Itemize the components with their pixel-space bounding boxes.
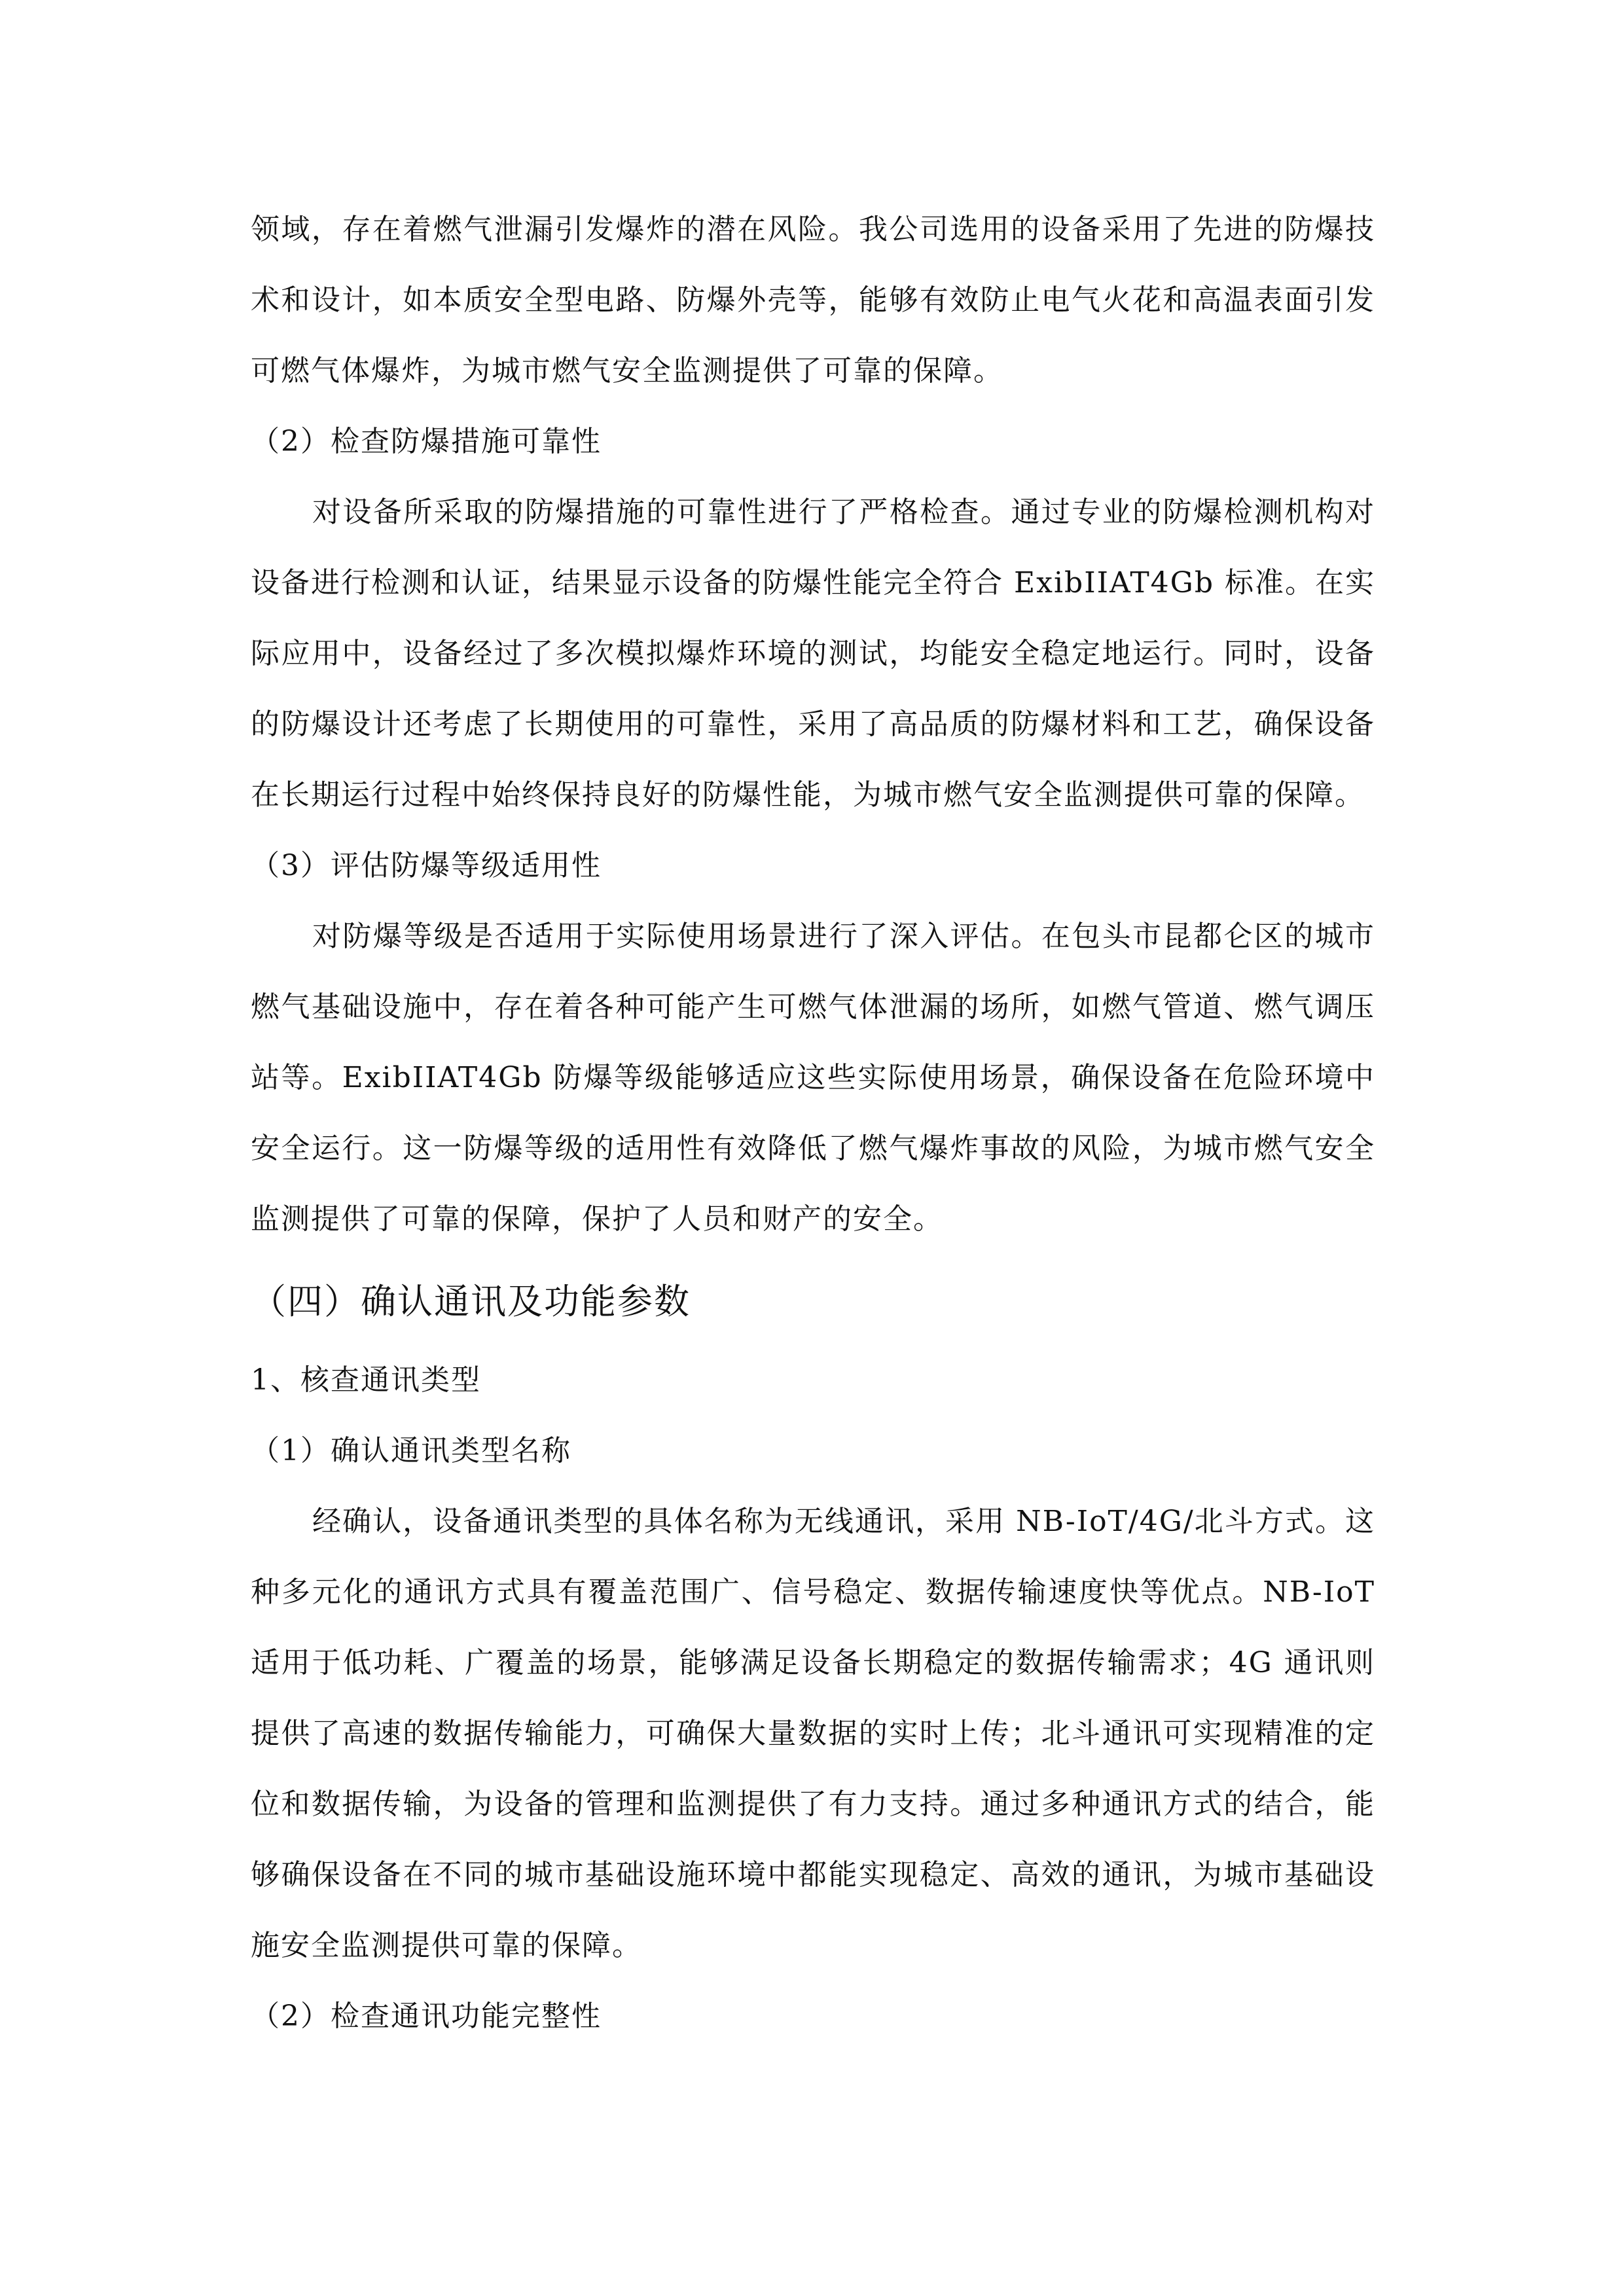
subheading-evaluate-explosion-grade: （3）评估防爆等级适用性 — [251, 849, 602, 882]
paragraph-explosion-measures: 对设备所采取的防爆措施的可靠性进行了严格检查。通过专业的防爆检测机构对设备进行检测和认证，结果显示设备的防爆性能完全符合 ExibIIAT4Gb 标准。在实际应用中，设备经过了多次模拟爆炸环境的测试，均能安全稳定地运行。同时，设备的防爆设计还考虑了长期使用的可靠性，采用了高品质的防爆材料和工艺，确保设备在长期运行过程中始终保持良好的防爆性能，为城市燃气安全监测提供可靠的保障。 — [251, 495, 1375, 812]
subheading-confirm-communication-name: （1）确认通讯类型名称 — [251, 1434, 571, 1467]
item-check-communication-type: 1、核查通讯类型 — [251, 1363, 481, 1397]
section-title-communication: （四）确认通讯及功能参数 — [251, 1281, 691, 1322]
subheading-check-explosion-measures: （2）检查防爆措施可靠性 — [251, 425, 602, 458]
document-body — [251, 194, 1375, 2052]
paragraph-explosion-risk: 领域，存在着燃气泄漏引发爆炸的潜在风险。我公司选用的设备采用了先进的防爆技术和设计，如本质安全型电路、防爆外壳等，能够有效防止电气火花和高温表面引发可燃气体爆炸，为城市燃气安全监测提供了可靠的保障。 — [251, 213, 1375, 387]
subheading-check-communication-completeness: （2）检查通讯功能完整性 — [251, 2000, 602, 2033]
paragraph-communication-type: 经确认，设备通讯类型的具体名称为无线通讯，采用 NB-IoT/4G/北斗方式。这种多元化的通讯方式具有覆盖范围广、信号稳定、数据传输速度快等优点。NB-IoT 适用于低功耗、广覆盖的场景，能够满足设备长期稳定的数据传输需求；4G 通讯则提供了高速的数据传输能力，可确保大量数据的实时上传；北斗通讯可实现精准的定位和数据传输，为设备的管理和监测提供了有力支持。通过多种通讯方式的结合，能够确保设备在不同的城市基础设施环境中都能实现稳定、高效的通讯，为城市基础设施安全监测提供可靠的保障。 — [251, 1505, 1375, 1962]
paragraph-explosion-grade: 对防爆等级是否适用于实际使用场景进行了深入评估。在包头市昆都仑区的城市燃气基础设施中，存在着各种可能产生可燃气体泄漏的场所，如燃气管道、燃气调压站等。ExibIIAT4Gb 防爆等级能够适应这些实际使用场景，确保设备在危险环境中安全运行。这一防爆等级的适用性有效降低了燃气爆炸事故的风险，为城市燃气安全监测提供了可靠的保障，保护了人员和财产的安全。 — [251, 920, 1375, 1236]
